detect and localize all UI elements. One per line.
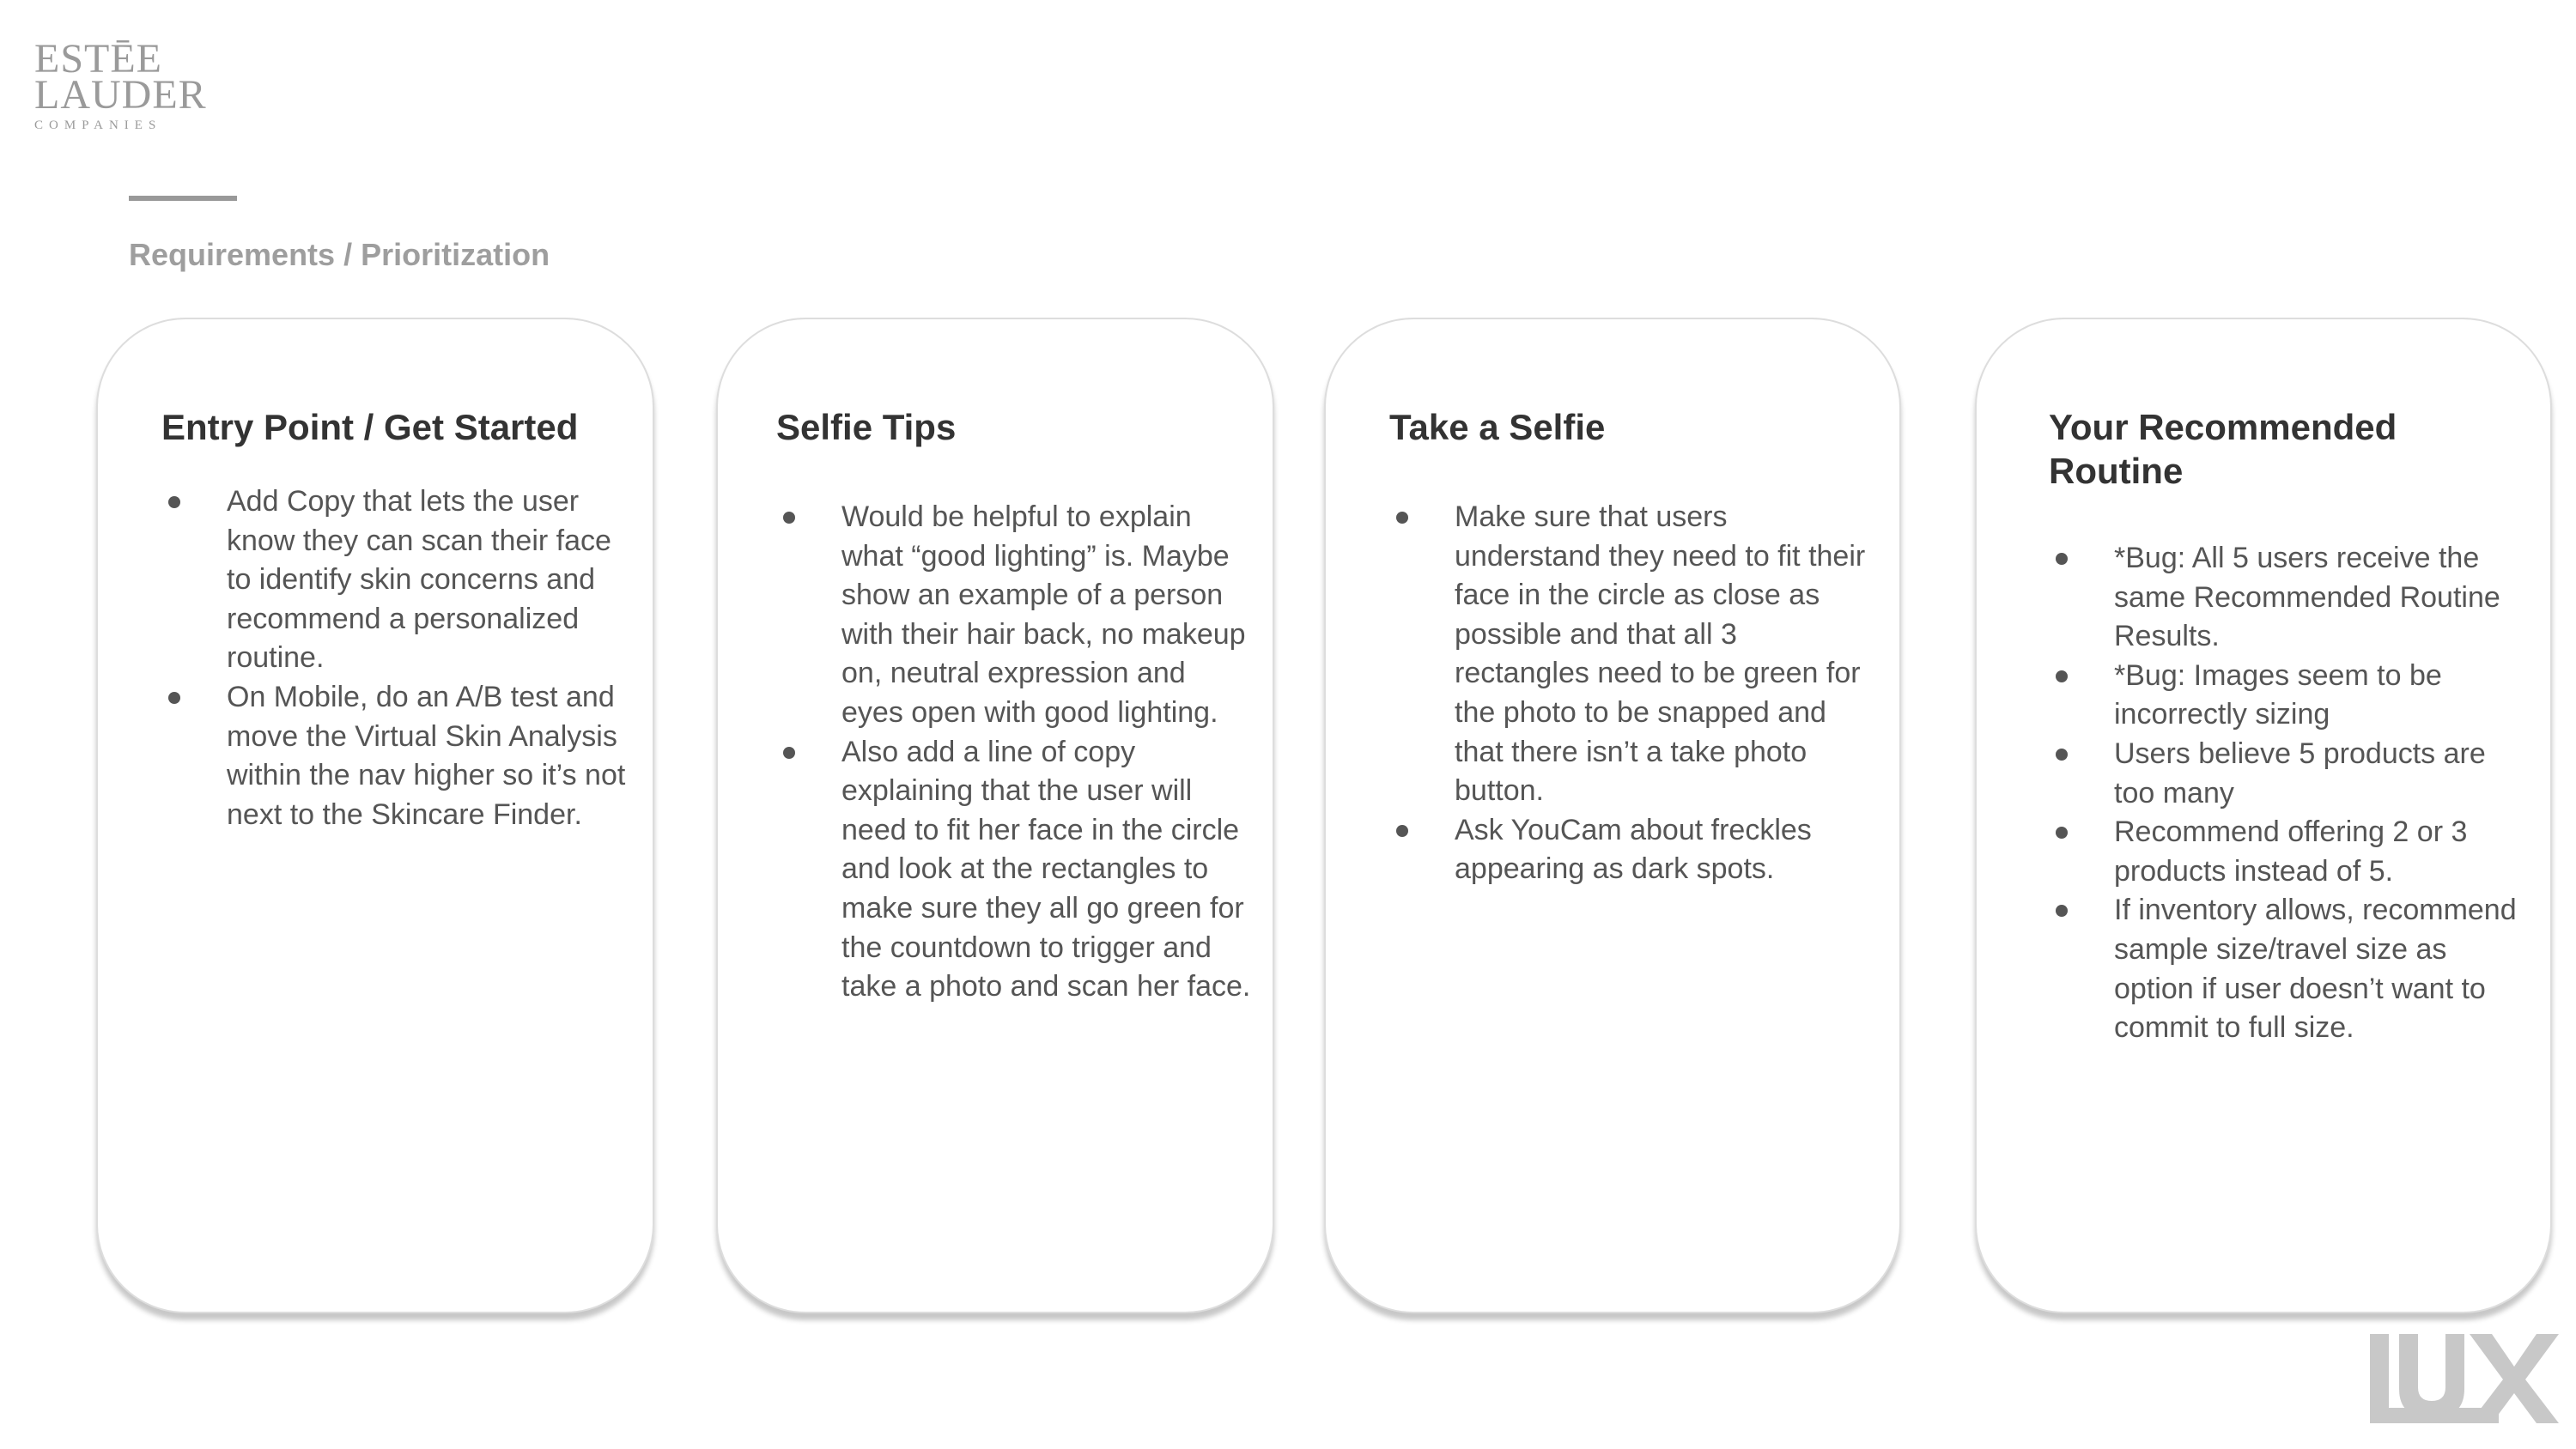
bullet-item: Would be helpful to explain what “good lighting” is. Maybe show an example of a person with their hair back, no makeup on, neutral expression and eyes open with good lighting. xyxy=(776,498,1253,733)
logo-line-3: COMPANIES xyxy=(34,118,162,132)
bullet-list xyxy=(776,498,1253,1007)
bullet-item: Ask YouCam about freckles appearing as dark spots. xyxy=(1389,811,1879,889)
bullet-item: *Bug: Images seem to be incorrectly sizing xyxy=(2049,657,2530,735)
card-take-a-selfie xyxy=(1324,318,1901,1313)
card-recommended-routine xyxy=(1975,318,2552,1313)
card-title: Selfie Tips xyxy=(776,407,957,447)
estee-lauder-logo xyxy=(34,36,207,134)
logo-line-2: LAUDER xyxy=(34,72,207,118)
bullet-item: If inventory allows, recommend sample size/travel size as option if user doesn’t want to commit to full size. xyxy=(2049,891,2530,1047)
card-title: Entry Point / Get Started xyxy=(161,407,579,447)
section-title: Requirements / Prioritization xyxy=(129,237,550,272)
bullet-item: On Mobile, do an A/B test and move the Virtual Skin Analysis within the nav higher so it’s not next to the Skincare Finder. xyxy=(161,678,638,834)
bullet-list xyxy=(2049,539,2530,1048)
bullet-item: *Bug: All 5 users receive the same Recommended Routine Results. xyxy=(2049,539,2530,657)
card-title: Take a Selfie xyxy=(1389,407,1606,447)
bullet-list xyxy=(161,482,638,834)
title-accent-rule xyxy=(129,196,237,201)
card-title: Your Recommended Routine xyxy=(2049,407,2397,491)
bullet-item: Add Copy that lets the user know they can scan their face to identify skin concerns and recommend a personalized routine. xyxy=(161,482,638,678)
bullet-item: Also add a line of copy explaining that the user will need to fit her face in the circle and look at the rectangles to make sure they all go green for the countdown to trigger and take a photo and scan her face. xyxy=(776,733,1253,1007)
bullet-item: Users believe 5 products are too many xyxy=(2049,735,2530,813)
card-entry-point xyxy=(96,318,654,1313)
bullet-item: Make sure that users understand they need to fit their face in the circle as close as possible and that all 3 rectangles need to be green for the photo to be snapped and that there isn’t a take photo button. xyxy=(1389,498,1879,811)
bullet-list xyxy=(1389,498,1879,889)
bullet-item: Recommend offering 2 or 3 products instead of 5. xyxy=(2049,813,2530,891)
lux-logo-icon xyxy=(2370,1331,2559,1427)
card-selfie-tips xyxy=(716,318,1274,1313)
logo-line-1: ESTĒE xyxy=(34,36,162,82)
